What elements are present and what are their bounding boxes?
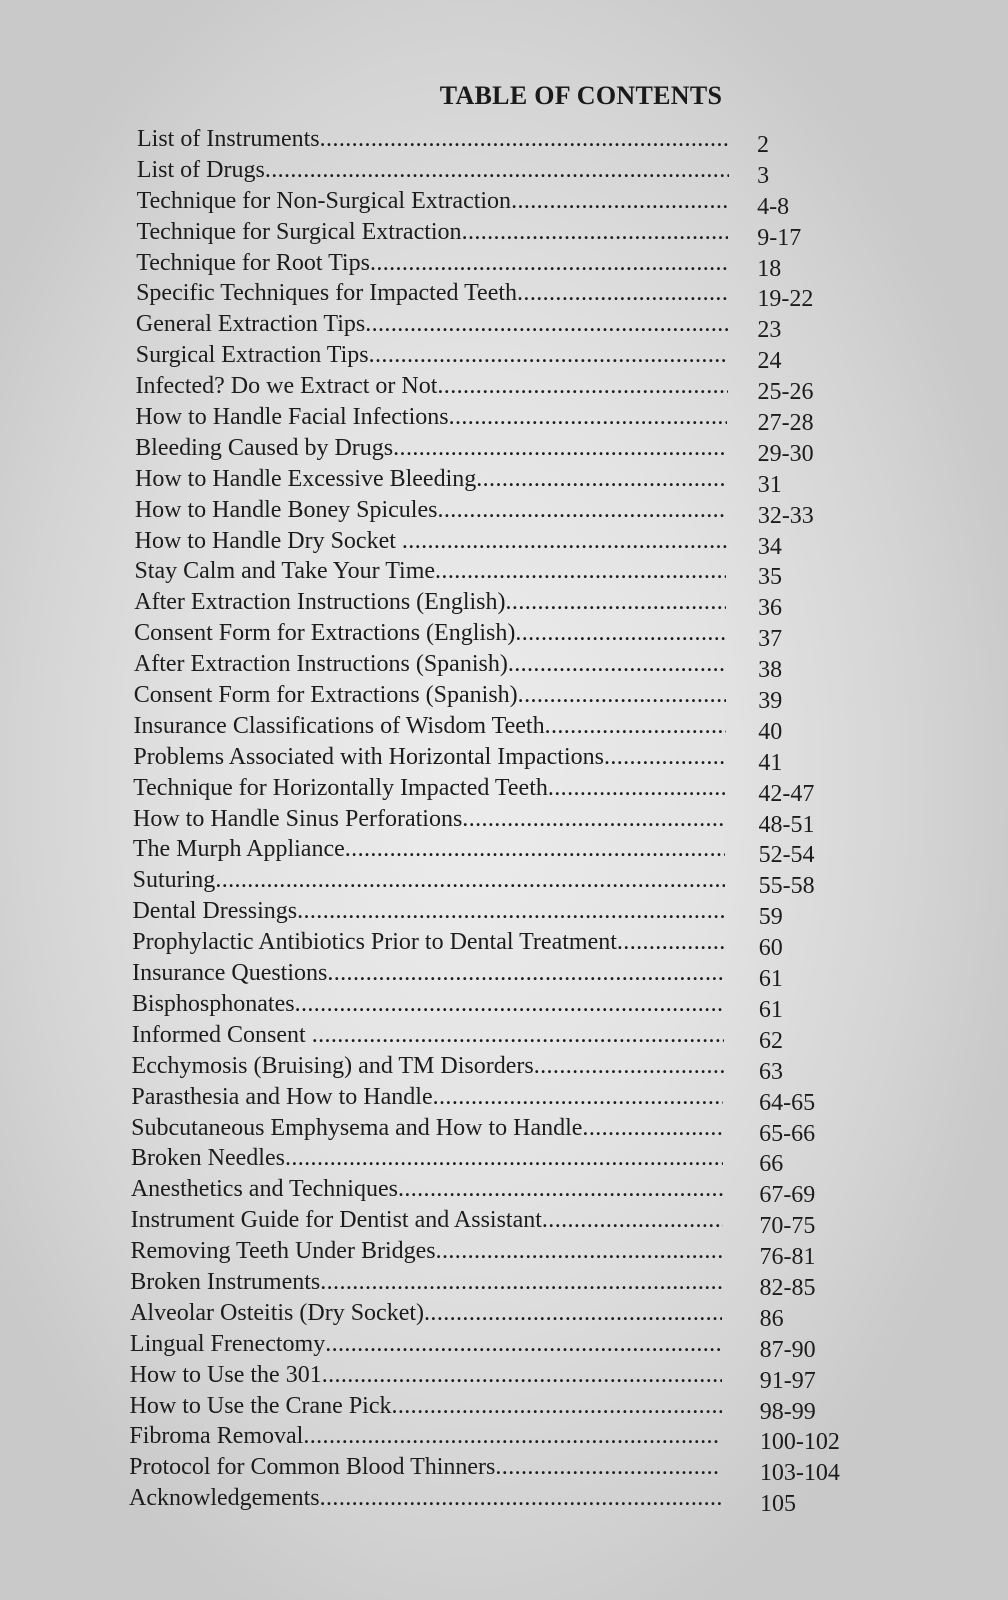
toc-entry-page: 34 (757, 533, 782, 560)
toc-entry-label: Stay Calm and Take Your Time ..... (134, 556, 726, 586)
toc-entry (0, 1483, 1008, 1518)
toc-entry-label: Instrument Guide for Dentist and Assistant ..... (131, 1205, 723, 1235)
toc-entry-page: 64-65 (759, 1089, 816, 1116)
toc-entry-label: The Murph Appliance ..... (133, 834, 725, 864)
toc-entry (0, 927, 1008, 962)
toc-entry (0, 1421, 1008, 1456)
toc-entry-label: Technique for Surgical Extraction ..... (136, 217, 728, 247)
toc-entry-page: 66 (759, 1151, 784, 1178)
toc-entry (0, 155, 1008, 189)
toc-entry (0, 587, 1008, 622)
toc-entry (0, 989, 1008, 1023)
toc-entry-label: Insurance Classifications of Wisdom Teeth ..... (134, 711, 726, 741)
toc-entry (0, 649, 1008, 684)
toc-list (0, 124, 1008, 1518)
toc-entry-page: 35 (757, 564, 782, 591)
toc-entry (0, 1329, 1008, 1363)
toc-entry (0, 526, 1008, 560)
toc-entry-label: Dental Dressings ..... (132, 896, 724, 926)
toc-entry (0, 1020, 1008, 1054)
toc-entry (0, 680, 1008, 715)
toc-entry (0, 896, 1008, 931)
toc-entry-label: General Extraction Tips ..... (136, 309, 728, 339)
toc-entry (0, 1360, 1008, 1394)
toc-entry (0, 464, 1008, 498)
toc-entry-label: Prophylactic Antibiotics Prior to Dental Treatment ..... (132, 927, 724, 957)
toc-entry-label: Protocol for Common Blood Thinners ..... (129, 1452, 721, 1482)
toc-entry-page: 38 (758, 657, 783, 684)
toc-entry-label: List of Instruments ..... (137, 124, 729, 154)
toc-entry-label: Infected? Do we Extract or Not ..... (136, 371, 728, 401)
toc-entry-label: Parasthesia and How to Handle ..... (131, 1082, 723, 1112)
toc-entry (0, 742, 1008, 776)
toc-entry (0, 556, 1008, 591)
toc-entry-label: Removing Teeth Under Bridges ..... (130, 1236, 722, 1266)
toc-entry (0, 1174, 1008, 1209)
toc-entry-page: 27-28 (757, 410, 814, 437)
toc-entry-label: How to Handle Sinus Perforations ..... (133, 804, 725, 834)
toc-entry-label: Insurance Questions ..... (132, 958, 724, 988)
toc-entry-label: How to Handle Facial Infections ..... (135, 402, 727, 432)
toc-entry-page: 32-33 (757, 502, 814, 529)
toc-entry-page: 48-51 (758, 811, 815, 838)
toc-entry-page: 91-97 (759, 1367, 816, 1394)
toc-entry (0, 1452, 1008, 1487)
toc-entry-page: 103-104 (759, 1460, 840, 1487)
toc-entry-page: 65-66 (759, 1120, 816, 1147)
toc-entry (0, 865, 1008, 900)
toc-entry-page: 24 (757, 348, 782, 375)
toc-entry (0, 1267, 1008, 1301)
toc-entry-label: Technique for Non-Surgical Extraction ..... (137, 186, 729, 216)
toc-entry-label: Consent Form for Extractions (English) ..... (134, 618, 726, 648)
toc-entry-label: How to Handle Dry Socket ..... (135, 526, 727, 556)
toc-entry-label: After Extraction Instructions (English) ..... (134, 587, 726, 617)
toc-entry-page: 105 (760, 1491, 796, 1518)
toc-entry (0, 834, 1008, 869)
toc-entry (0, 618, 1008, 653)
toc-entry (0, 804, 1008, 838)
toc-entry (0, 495, 1008, 529)
toc-entry-page: 70-75 (759, 1213, 816, 1240)
toc-entry (0, 1391, 1008, 1425)
toc-entry-page: 87-90 (759, 1336, 816, 1363)
toc-entry-page: 42-47 (758, 780, 815, 807)
toc-entry-page: 61 (758, 966, 783, 993)
toc-entry (0, 186, 1008, 220)
toc-entry (0, 1205, 1008, 1240)
toc-entry-page: 39 (758, 688, 783, 715)
toc-entry-page: 60 (758, 935, 783, 962)
toc-entry-page: 36 (758, 595, 783, 622)
toc-entry-page: 63 (759, 1058, 784, 1085)
toc-entry-page: 4-8 (757, 193, 790, 220)
toc-entry-page: 40 (758, 718, 783, 745)
toc-entry-label: Surgical Extraction Tips ..... (136, 340, 728, 370)
toc-entry-label: Broken Instruments ..... (130, 1267, 722, 1297)
toc-entry-label: How to Handle Excessive Bleeding ..... (135, 464, 727, 494)
toc-entry-label: How to Use the Crane Pick ..... (130, 1391, 722, 1421)
toc-entry-page: 82-85 (759, 1274, 816, 1301)
toc-entry-label: Fibroma Removal ..... (129, 1421, 721, 1451)
toc-entry (0, 433, 1008, 467)
toc-entry (0, 278, 1008, 313)
toc-entry-page: 52-54 (758, 842, 815, 869)
toc-entry-page: 61 (758, 996, 783, 1023)
toc-entry-label: Specific Techniques for Impacted Teeth ..... (136, 278, 728, 308)
page-title: TABLE OF CONTENTS (439, 81, 723, 111)
toc-entry-label: How to Use the 301 ..... (130, 1360, 722, 1390)
toc-entry-label: Suturing ..... (133, 865, 725, 895)
toc-entry-label: Broken Needles ..... (131, 1143, 723, 1173)
toc-entry-page: 9-17 (757, 224, 802, 251)
toc-entry (0, 402, 1008, 437)
toc-entry (0, 958, 1008, 993)
toc-entry-page: 41 (758, 749, 783, 776)
toc-entry-page: 19-22 (757, 286, 814, 313)
toc-entry-page: 3 (757, 162, 770, 189)
toc-entry-page: 29-30 (757, 440, 814, 467)
toc-entry-page: 98-99 (759, 1398, 816, 1425)
toc-entry-label: Informed Consent ..... (132, 1020, 724, 1050)
toc-entry-label: Consent Form for Extractions (Spanish) ..... (134, 680, 726, 710)
toc-entry (0, 773, 1008, 807)
toc-entry (0, 340, 1008, 375)
toc-entry (0, 309, 1008, 344)
toc-entry-page: 25-26 (757, 379, 814, 406)
toc-entry-label: Lingual Frenectomy ..... (130, 1329, 722, 1359)
toc-entry-page: 37 (758, 626, 783, 653)
toc-entry (0, 1298, 1008, 1332)
toc-entry-label: List of Drugs ..... (137, 155, 729, 185)
toc-entry (0, 371, 1008, 406)
toc-entry-page: 18 (757, 255, 782, 282)
toc-entry (0, 217, 1008, 251)
toc-entry-page: 100-102 (759, 1429, 840, 1456)
toc-entry (0, 1113, 1008, 1147)
toc-entry-label: Acknowledgements ..... (129, 1483, 721, 1513)
toc-entry (0, 248, 1008, 282)
toc-entry (0, 124, 1008, 158)
toc-entry-page: 23 (757, 317, 782, 344)
toc-entry-label: Bleeding Caused by Drugs ..... (135, 433, 727, 463)
toc-entry-label: Technique for Horizontally Impacted Teeth ..... (133, 773, 725, 803)
toc-entry-page: 59 (758, 904, 783, 931)
toc-entry-page: 31 (757, 471, 782, 498)
toc-entry-label: Bisphosphonates ..... (132, 989, 724, 1019)
toc-entry-label: Anesthetics and Techniques ..... (131, 1174, 723, 1204)
toc-entry (0, 1051, 1008, 1085)
toc-entry-page: 55-58 (758, 873, 815, 900)
toc-entry-label: Subcutaneous Emphysema and How to Handle ..... (131, 1113, 723, 1143)
toc-entry-page: 62 (758, 1027, 783, 1054)
toc-entry-label: Ecchymosis (Bruising) and TM Disorders ..... (132, 1051, 724, 1081)
toc-entry-page: 2 (757, 132, 769, 158)
toc-entry-label: Problems Associated with Horizontal Impactions ..... (133, 742, 725, 772)
toc-entry-label: After Extraction Instructions (Spanish) ..... (134, 649, 726, 679)
toc-entry-label: Technique for Root Tips ..... (136, 248, 728, 278)
toc-entry-label: How to Handle Boney Spicules ..... (135, 495, 727, 525)
toc-entry-page: 76-81 (759, 1244, 816, 1271)
toc-entry (0, 1082, 1008, 1116)
toc-entry (0, 711, 1008, 745)
toc-entry (0, 1143, 1008, 1178)
toc-entry (0, 1236, 1008, 1271)
toc-entry-page: 67-69 (759, 1182, 816, 1209)
toc-entry-label: Alveolar Osteitis (Dry Socket) ..... (130, 1298, 722, 1328)
toc-entry-page: 86 (759, 1305, 784, 1332)
